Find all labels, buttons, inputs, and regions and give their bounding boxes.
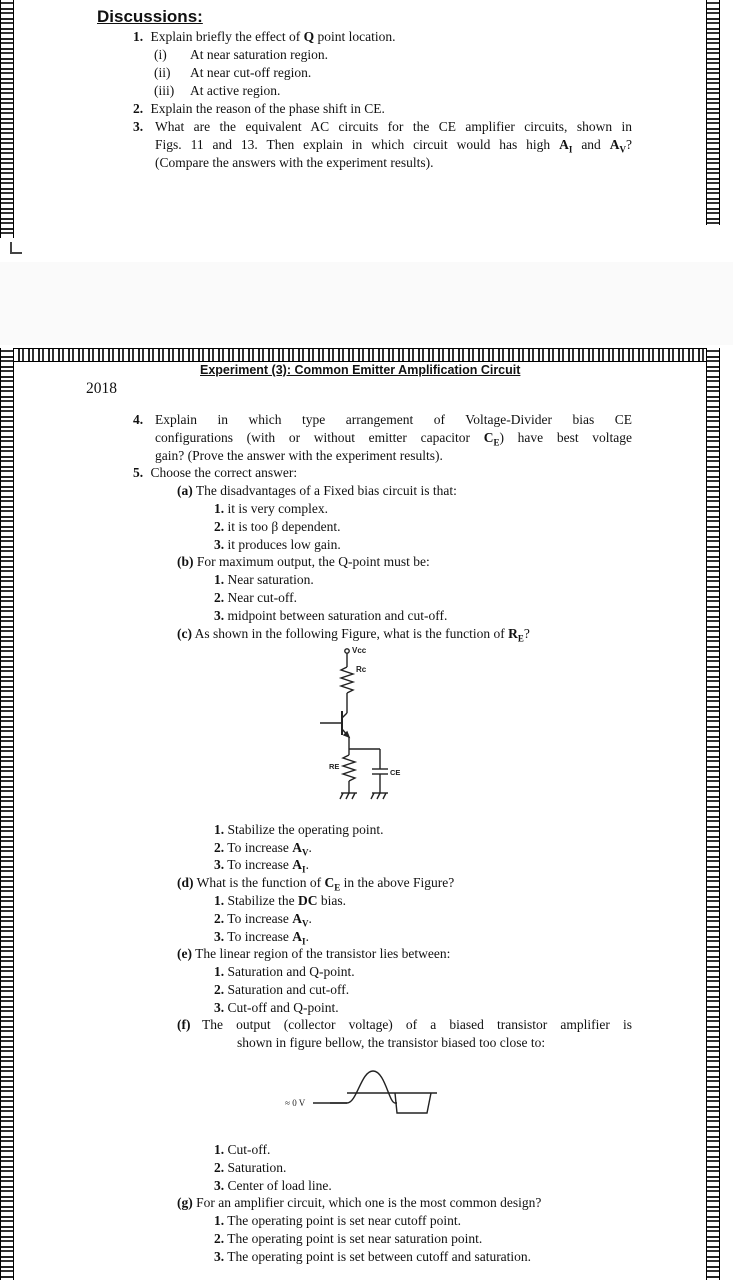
year-label: 2018 [86, 380, 117, 397]
page-discussions [0, 0, 733, 262]
part-b-question: (b) For maximum output, the Q-point must be: [177, 554, 430, 569]
q1-item-2: (ii) At near cut-off region. [154, 65, 312, 80]
rc-label: Rc [356, 665, 367, 674]
part-b-option-2: 2. Near cut-off. [214, 590, 297, 605]
question-5: 5. Choose the correct answer: [133, 465, 298, 480]
clipped-waveform [330, 1071, 397, 1103]
part-f-option-1: 1. Cut-off. [214, 1142, 271, 1157]
experiment-header: Experiment (3): Common Emitter Amplification Circuit [200, 363, 521, 377]
question-2: 2. Explain the reason of the phase shift in CE. [133, 101, 385, 116]
part-b-option-3: 3. midpoint between saturation and cut-off. [214, 608, 448, 623]
part-f-line-2: shown in figure bellow, the transistor biased too close to: [237, 1035, 546, 1050]
vcc-terminal [345, 649, 349, 653]
question-1: 1. Explain briefly the effect of Q point location. [133, 29, 396, 44]
part-f-option-3: 3. Center of load line. [214, 1178, 332, 1193]
vcc-label: Vcc [352, 646, 367, 655]
part-d-option-1: 1. Stabilize the DC bias. [214, 893, 346, 908]
part-c-option-1: 1. Stabilize the operating point. [214, 822, 384, 837]
part-g-option-1: 1. The operating point is set near cutoff point. [214, 1213, 461, 1228]
part-d-option-2: 2. To increase $A_V$. [214, 911, 312, 929]
q1-item-1: (i) At near saturation region. [154, 47, 328, 62]
question-4-line-3: gain? (Prove the answer with the experiment results). [155, 448, 443, 463]
part-d-question: (d) What is the function of $C_E$ in the above Figure? [177, 875, 455, 893]
question-3-line-2: Figs. 11 and 13. Then explain in which circuit would has high $A_I$ and $A_V$? [155, 137, 632, 155]
part-a-option-2: 2. it is too β dependent. [214, 519, 341, 534]
rc-resistor [341, 667, 353, 693]
clipped-bottom [395, 1093, 431, 1113]
page1-right-border [706, 0, 720, 225]
question-3-line-1: What are the equivalent AC circuits for the CE amplifier circuits, shown in [155, 119, 632, 134]
part-f-option-2: 2. Saturation. [214, 1160, 287, 1175]
part-d-option-3: 3. To increase $A_I$. [214, 929, 309, 947]
part-f-line-1: The output (collector voltage) of a biased transistor amplifier is [202, 1017, 632, 1032]
page2-left-border [0, 348, 14, 1280]
page-experiment-3 [0, 345, 733, 1280]
part-g-question: (g) For an amplifier circuit, which one is the most common design? [177, 1195, 542, 1210]
discussions-heading: Discussions: [97, 7, 203, 26]
question-4-number: 4. [133, 412, 144, 427]
part-c-question: (c) As shown in the following Figure, what is the function of $R_E$? [177, 626, 530, 644]
output-waveform-figure [285, 1063, 445, 1123]
page1-left-border [0, 0, 14, 238]
part-c-option-2: 2. To increase $A_V$. [214, 840, 312, 858]
part-g-option-2: 2. The operating point is set near saturation point. [214, 1231, 483, 1246]
part-e-option-2: 2. Saturation and cut-off. [214, 982, 350, 997]
q1-item-3: (iii) At active region. [154, 83, 281, 98]
part-a-question: (a) The disadvantages of a Fixed bias circuit is that: [177, 483, 457, 498]
ce-circuit-diagram [315, 645, 405, 810]
question-3-number: 3. [133, 119, 144, 134]
page2-top-border [0, 348, 720, 362]
part-c-option-3: 3. To increase $A_I$. [214, 857, 309, 875]
part-b-option-1: 1. Near saturation. [214, 572, 314, 587]
part-a-option-3: 3. it produces low gain. [214, 537, 341, 552]
question-4-line-2: configurations (with or without emitter capacitor $C_E$) have best voltage [155, 430, 632, 448]
question-3-line-3: (Compare the answers with the experiment results). [155, 155, 434, 170]
part-f-label: (f) [177, 1017, 191, 1032]
part-e-option-1: 1. Saturation and Q-point. [214, 964, 355, 979]
ce-label: CE [390, 768, 401, 777]
part-e-question: (e) The linear region of the transistor lies between: [177, 946, 451, 961]
re-label: RE [329, 762, 340, 771]
corner-curl-icon [10, 242, 22, 254]
page2-right-border [706, 348, 720, 1280]
re-resistor [343, 755, 355, 781]
part-e-option-3: 3. Cut-off and Q-point. [214, 1000, 339, 1015]
zero-volt-label: ≈ 0 V [285, 1098, 306, 1108]
question-4-line-1: Explain in which type arrangement of Voltage-Divider bias CE [155, 412, 632, 427]
part-a-option-1: 1. it is very complex. [214, 501, 328, 516]
page-gap [0, 262, 733, 345]
part-g-option-3: 3. The operating point is set between cutoff and saturation. [214, 1249, 532, 1264]
